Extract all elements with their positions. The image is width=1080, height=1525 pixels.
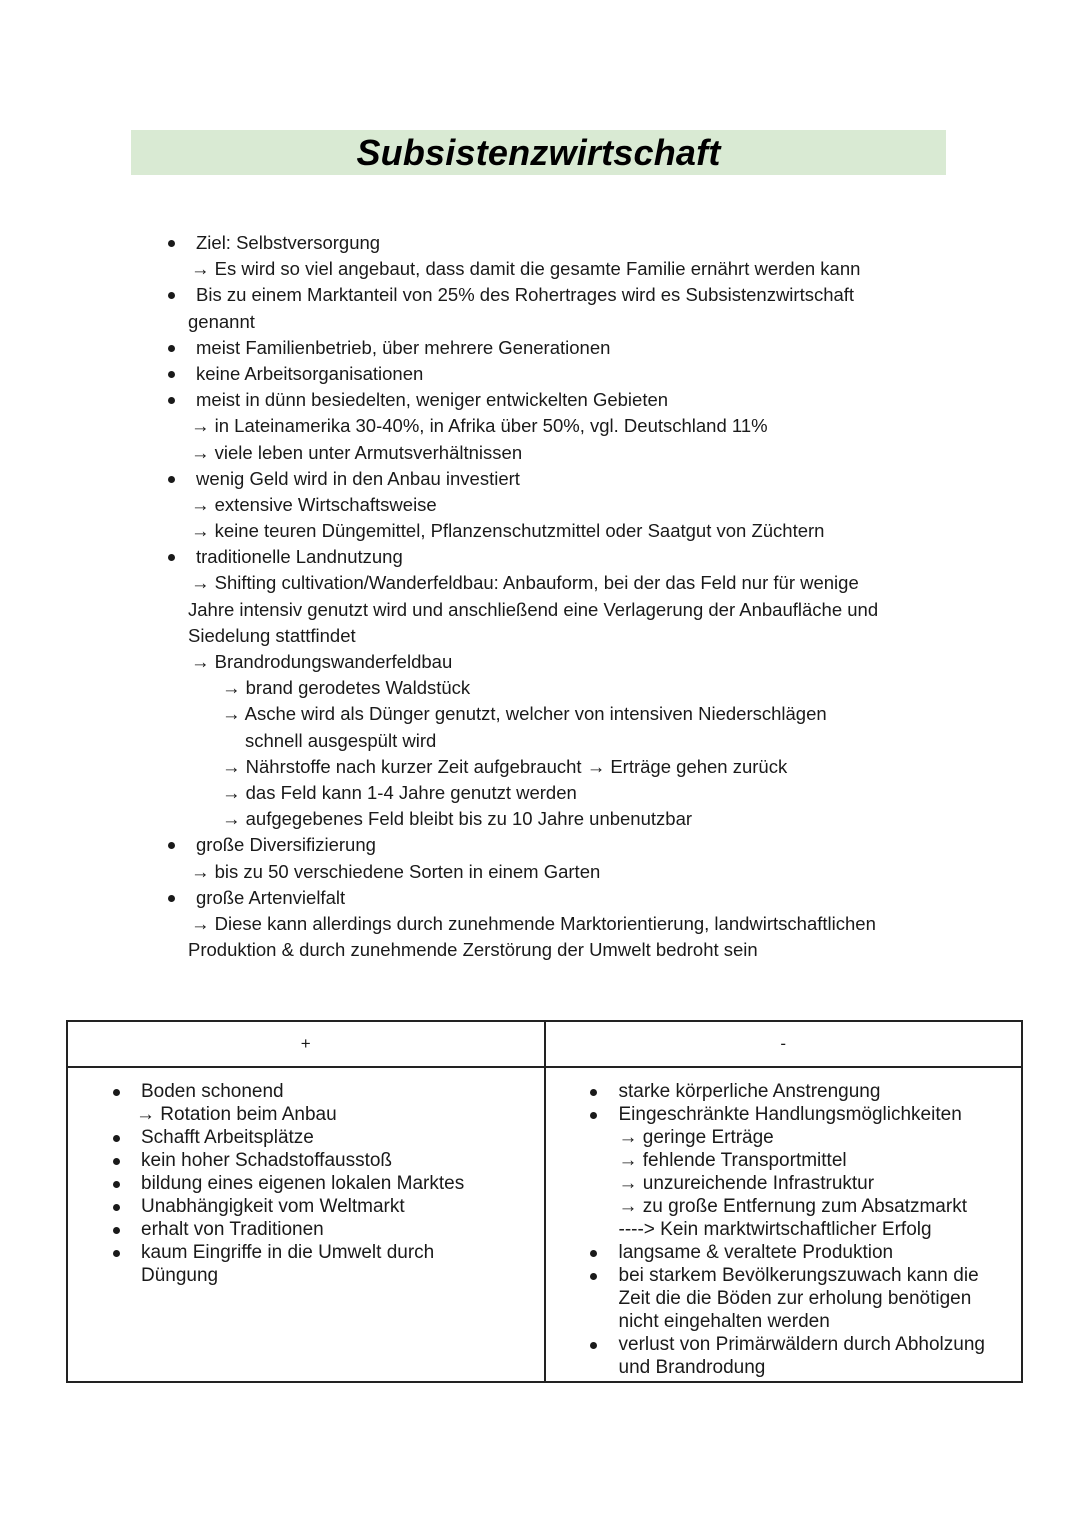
note-line	[160, 413, 960, 439]
note-line	[160, 728, 960, 754]
note-line	[160, 623, 960, 649]
con-text: und Brandrodung	[618, 1357, 766, 1378]
note-line	[160, 806, 960, 832]
pro-item	[68, 1195, 544, 1218]
bullet-item	[160, 361, 960, 387]
note-line	[160, 492, 960, 518]
note-text: → Diese kann allerdings durch zunehmende Marktorientierung, landwirtschaftlichen	[191, 912, 876, 934]
bullet-icon	[113, 1250, 120, 1257]
note-text: → brand gerodetes Waldstück	[222, 677, 471, 699]
con-item	[546, 1103, 1022, 1126]
note-line	[160, 256, 960, 282]
con-text: bei starkem Bevölkerungszuwach kann die	[618, 1265, 979, 1286]
pro-text: kein hoher Schadstoffausstoß	[141, 1150, 393, 1171]
note-text: große Diversifizierung	[196, 834, 376, 856]
con-item	[546, 1218, 1022, 1241]
bullet-icon	[168, 554, 175, 561]
bullet-item	[160, 832, 960, 858]
note-text: meist in dünn besiedelten, weniger entwickelten Gebieten	[196, 389, 669, 411]
con-text: → geringe Erträge	[618, 1127, 774, 1148]
pro-item	[68, 1241, 544, 1264]
cons-list	[546, 1080, 1022, 1379]
pro-item	[68, 1149, 544, 1172]
note-line	[160, 911, 960, 937]
note-line	[160, 859, 960, 885]
note-line	[160, 440, 960, 466]
note-text: große Artenvielfalt	[196, 886, 346, 908]
bullet-icon	[590, 1112, 597, 1119]
note-text: schnell ausgespült wird	[245, 729, 437, 751]
con-text: nicht eingehalten werden	[618, 1311, 830, 1332]
note-text: Siedelung stattfindet	[188, 624, 356, 646]
bullet-icon	[590, 1250, 597, 1257]
note-text: genannt	[188, 310, 255, 332]
bullet-item	[160, 335, 960, 361]
note-text: → das Feld kann 1-4 Jahre genutzt werden	[222, 781, 577, 803]
bullet-item	[160, 282, 960, 308]
bullet-icon	[168, 345, 175, 352]
notes-list	[160, 230, 960, 963]
pro-item	[68, 1126, 544, 1149]
bullet-icon	[168, 476, 175, 483]
con-item	[546, 1195, 1022, 1218]
con-item	[546, 1241, 1022, 1264]
bullet-icon	[168, 895, 175, 902]
con-text: langsame & veraltete Produktion	[618, 1242, 894, 1263]
note-text: traditionelle Landnutzung	[196, 546, 403, 568]
pro-text: Düngung	[141, 1265, 219, 1286]
bullet-item	[160, 544, 960, 570]
pros-list	[68, 1080, 544, 1287]
bullet-icon	[590, 1089, 597, 1096]
note-text: meist Familienbetrieb, über mehrere Generationen	[196, 336, 611, 358]
pro-item	[68, 1103, 544, 1126]
bullet-icon	[113, 1227, 120, 1234]
bullet-icon	[168, 240, 175, 247]
pro-text: kaum Eingriffe in die Umwelt durch	[141, 1242, 435, 1263]
note-text: → Brandrodungswanderfeldbau	[191, 651, 453, 672]
pro-text: Boden schonend	[141, 1081, 284, 1102]
bullet-icon	[113, 1089, 120, 1096]
bullet-icon	[113, 1181, 120, 1188]
bullet-item	[160, 885, 960, 911]
bullet-icon	[168, 292, 175, 299]
con-text: → fehlende Transportmittel	[618, 1150, 847, 1171]
bullet-icon	[168, 842, 175, 849]
con-item	[546, 1264, 1022, 1287]
note-line	[160, 675, 960, 701]
note-text: wenig Geld wird in den Anbau investiert	[196, 467, 520, 489]
note-text: Ziel: Selbstversorgung	[196, 232, 381, 253]
con-item	[546, 1333, 1022, 1356]
con-item	[546, 1310, 1022, 1333]
con-text: Eingeschränkte Handlungsmöglichkeiten	[618, 1104, 962, 1125]
note-text: → in Lateinamerika 30-40%, in Afrika über 50%, vgl. Deutschland 11%	[191, 415, 768, 437]
note-text: → Nährstoffe nach kurzer Zeit aufgebraucht → Erträge gehen zurück	[222, 755, 788, 777]
con-item	[546, 1126, 1022, 1149]
pros-cell	[67, 1067, 545, 1382]
note-line	[160, 754, 960, 780]
bullet-icon	[168, 371, 175, 378]
con-item	[546, 1287, 1022, 1310]
note-line	[160, 518, 960, 544]
note-text: Jahre intensiv genutzt wird und anschließend eine Verlagerung der Anbaufläche und	[188, 598, 879, 620]
con-text: verlust von Primärwäldern durch Abholzung	[618, 1334, 985, 1355]
pro-text: bildung eines eigenen lokalen Marktes	[141, 1173, 465, 1194]
note-text: Produktion & durch zunehmende Zerstörung der Umwelt bedroht sein	[188, 939, 758, 961]
note-text: Bis zu einem Marktanteil von 25% des Rohertrages wird es Subsistenzwirtschaft	[196, 284, 855, 306]
pro-item	[68, 1218, 544, 1241]
bullet-item	[160, 230, 960, 256]
pro-item	[68, 1172, 544, 1195]
pro-text: Schafft Arbeitsplätze	[141, 1127, 314, 1148]
note-text: → extensive Wirtschaftsweise	[191, 493, 437, 515]
note-line	[160, 937, 960, 963]
bullet-icon	[590, 1273, 597, 1280]
page-title: Subsistenzwirtschaft	[356, 132, 721, 173]
note-line	[160, 570, 960, 596]
pro-item	[68, 1080, 544, 1103]
note-line	[160, 701, 960, 727]
bullet-item	[160, 466, 960, 492]
note-text: → Asche wird als Dünger genutzt, welcher von intensiven Niederschlägen	[222, 703, 827, 725]
con-text: Zeit die die Böden zur erholung benötigen	[618, 1288, 972, 1309]
title-band	[131, 130, 946, 175]
bullet-icon	[113, 1204, 120, 1211]
cons-cell	[545, 1067, 1023, 1382]
note-line	[160, 597, 960, 623]
bullet-icon	[590, 1342, 597, 1349]
pros-header: +	[67, 1021, 545, 1067]
note-line	[160, 309, 960, 335]
pros-cons-table	[66, 1020, 1023, 1383]
pro-text: → Rotation beim Anbau	[136, 1104, 337, 1125]
con-text: starke körperliche Anstrengung	[618, 1081, 881, 1102]
note-text: → viele leben unter Armutsverhältnissen	[191, 441, 523, 463]
bullet-icon	[168, 397, 175, 404]
pro-item	[68, 1264, 544, 1287]
con-text: → unzureichende Infrastruktur	[618, 1173, 875, 1194]
con-text: → zu große Entfernung zum Absatzmarkt	[618, 1196, 967, 1217]
pro-text: Unabhängigkeit vom Weltmarkt	[141, 1196, 405, 1217]
note-line	[160, 780, 960, 806]
bullet-item	[160, 387, 960, 413]
note-text: → aufgegebenes Feld bleibt bis zu 10 Jahre unbenutzbar	[222, 808, 693, 830]
note-text: → Shifting cultivation/Wanderfeldbau: Anbauform, bei der das Feld nur für wenige	[191, 572, 859, 594]
note-line	[160, 649, 960, 675]
con-item	[546, 1080, 1022, 1103]
con-item	[546, 1149, 1022, 1172]
note-text: → bis zu 50 verschiedene Sorten in einem Garten	[191, 860, 601, 882]
note-text: keine Arbeitsorganisationen	[196, 362, 424, 384]
bullet-icon	[113, 1158, 120, 1165]
pro-text: erhalt von Traditionen	[141, 1219, 324, 1240]
note-text: → Es wird so viel angebaut, dass damit die gesamte Familie ernährt werden kann	[191, 258, 861, 280]
con-item	[546, 1356, 1022, 1379]
con-text: ----> Kein marktwirtschaftlicher Erfolg	[618, 1219, 932, 1240]
cons-header: -	[545, 1021, 1023, 1067]
bullet-icon	[113, 1135, 120, 1142]
note-text: → keine teuren Düngemittel, Pflanzenschutzmittel oder Saatgut von Züchtern	[191, 520, 825, 542]
con-item	[546, 1172, 1022, 1195]
